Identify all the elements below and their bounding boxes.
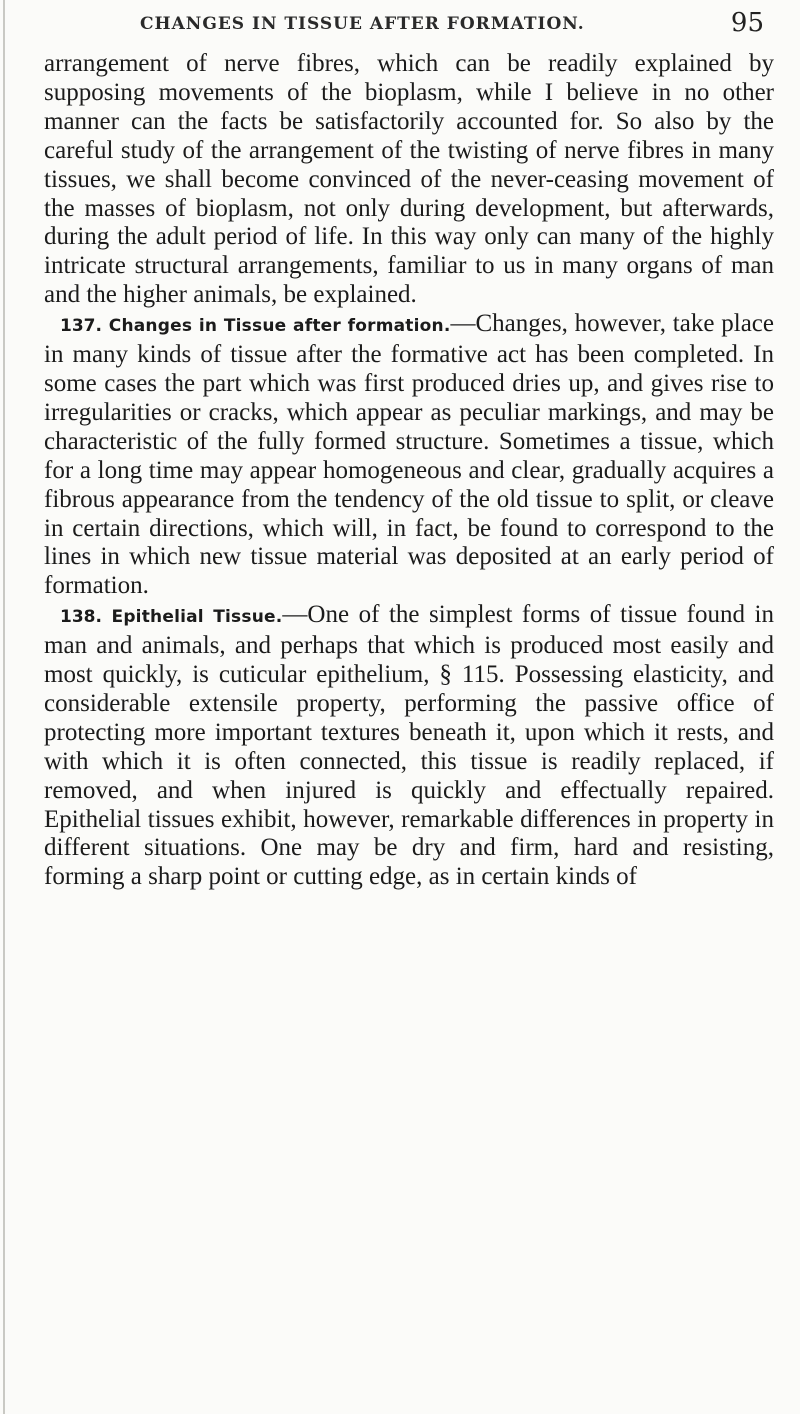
section-137 bbox=[44, 310, 774, 601]
section-heading: Epithelial Tissue. bbox=[111, 607, 283, 628]
section-text: —One of the simplest forms of tissue found in man and animals, and perhaps that which is produced most easily and most quickly, is cuticular epithelium, § 115. Possessing elasticity, and considerable extensile property, performing the passive office of protecting more important textures beneath it, upon which it rests, and with which it is often connected, this tissue is readily replaced, if removed, and when injured is quickly and effectually repaired. Epithelial tissues exhibit, however, remarkable differences in property in different situations. One may be dry and firm, hard and resisting, forming a sharp point or cutting edge, as in certain kinds of bbox=[44, 601, 774, 891]
section-number: 138. bbox=[60, 607, 102, 628]
body-text bbox=[44, 50, 774, 892]
continuation-paragraph: arrangement of nerve fibres, which can be readily explained by supposing movements of the bioplasm, while I believe in no other manner can the facts be satisfactorily accounted for. So also by the careful study of the arrangement of the twisting of nerve fibres in many tissues, we shall become convinced of the never-ceasing movement of the masses of bioplasm, not only during development, but afterwards, during the adult period of life. In this way only can many of the highly intricate structural arrangements, familiar to us in many organs of man and the higher animals, be explained. bbox=[44, 50, 774, 309]
page-edge-shadow bbox=[3, 0, 5, 1414]
page-number: 95 bbox=[730, 8, 764, 38]
running-title: CHANGES IN TISSUE AFTER FORMATION. bbox=[140, 14, 585, 34]
section-heading: Changes in Tissue after formation. bbox=[108, 316, 451, 337]
section-number: 137. bbox=[60, 316, 102, 337]
section-138 bbox=[44, 601, 774, 892]
section-text: —Changes, however, take place in many kinds of tissue after the formative act has been completed. In some cases the part which was first produced dries up, and gives rise to irregularities or cracks, which appear as peculiar markings, and may be characteristic of the fully formed structure. Sometimes a tissue, which for a long time may appear homogeneous and clear, gradually acquires a fibrous appearance from the tendency of the old tissue to split, or cleave in certain directions, which will, in fact, be found to correspond to the lines in which new tissue material was deposited at an early period of formation. bbox=[44, 310, 774, 600]
page-header bbox=[40, 8, 770, 40]
